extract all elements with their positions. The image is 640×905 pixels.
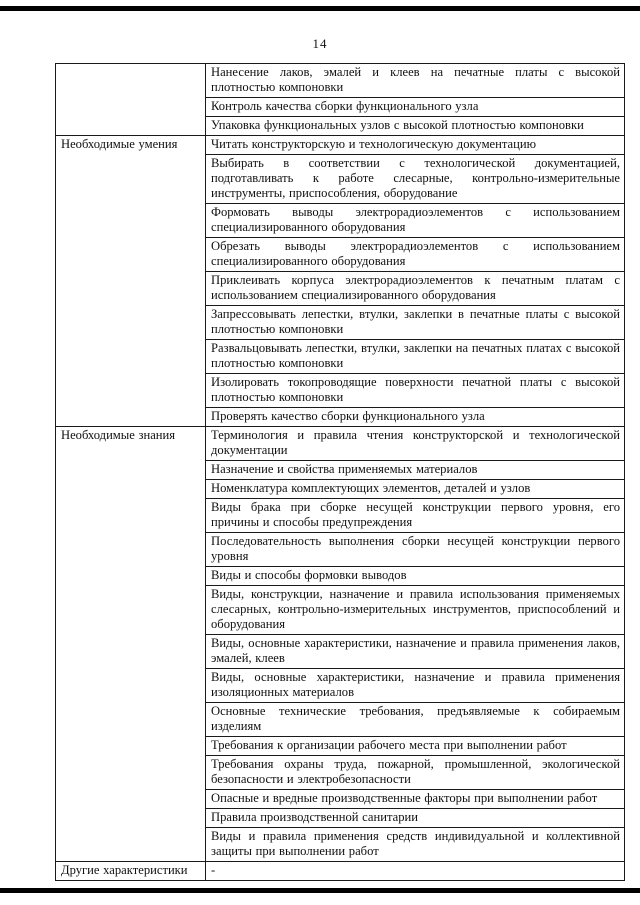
requirement-item: Проверять качество сборки функционального узла: [206, 408, 625, 427]
requirement-item: Требования к организации рабочего места при выполнении работ: [206, 737, 625, 756]
table-row: [56, 64, 625, 98]
table-row: [56, 427, 625, 461]
requirement-item: Терминология и правила чтения конструкторской и технологической документации: [206, 427, 625, 461]
requirement-item: Виды, основные характеристики, назначение и правила применения лаков, эмалей, клеев: [206, 635, 625, 669]
requirement-item: Последовательность выполнения сборки несущей конструкции первого уровня: [206, 533, 625, 567]
requirement-item: Назначение и свойства применяемых материалов: [206, 461, 625, 480]
requirement-item: Запрессовывать лепестки, втулки, заклепки в печатные платы с высокой плотностью компоновки: [206, 306, 625, 340]
requirement-item: Правила производственной санитарии: [206, 809, 625, 828]
requirement-item: Формовать выводы электрорадиоэлементов с использованием специализированного оборудования: [206, 204, 625, 238]
requirement-item: Нанесение лаков, эмалей и клеев на печатные платы с высокой плотностью компоновки: [206, 64, 625, 98]
requirement-item: Виды и способы формовки выводов: [206, 567, 625, 586]
requirement-item: Требования охраны труда, пожарной, промышленной, экологической безопасности и электробезопасности: [206, 756, 625, 790]
requirement-item: Основные технические требования, предъявляемые к собираемым изделиям: [206, 703, 625, 737]
spec-table-body: [56, 64, 625, 881]
requirement-item: Виды брака при сборке несущей конструкции первого уровня, его причины и способы предупреждения: [206, 499, 625, 533]
section-label: Необходимые знания: [56, 427, 206, 862]
requirement-item: Изолировать токопроводящие поверхности печатной платы с высокой плотностью компоновки: [206, 374, 625, 408]
scan-edge-bottom: [0, 888, 640, 893]
table-row: [56, 136, 625, 155]
requirement-item: Читать конструкторскую и технологическую документацию: [206, 136, 625, 155]
section-label: Другие характеристики: [56, 862, 206, 881]
requirement-item: -: [206, 862, 625, 881]
requirement-item: Виды, конструкции, назначение и правила использования применяемых слесарных, контрольно-измерительных инструментов, приспособлений и оборудования: [206, 586, 625, 635]
requirement-item: Развальцовывать лепестки, втулки, заклепки на печатных платах с высокой плотностью компоновки: [206, 340, 625, 374]
table-row: [56, 862, 625, 881]
requirement-item: Виды, основные характеристики, назначение и правила применения изоляционных материалов: [206, 669, 625, 703]
requirement-item: Номенклатура комплектующих элементов, деталей и узлов: [206, 480, 625, 499]
page-number: 14: [312, 36, 328, 51]
scan-edge-top: [0, 6, 640, 11]
requirement-item: Упаковка функциональных узлов с высокой плотностью компоновки: [206, 117, 625, 136]
section-label: [56, 64, 206, 136]
section-label: Необходимые умения: [56, 136, 206, 427]
requirement-item: Обрезать выводы электрорадиоэлементов с использованием специализированного оборудования: [206, 238, 625, 272]
professional-standard-table: [55, 63, 625, 881]
requirement-item: Виды и правила применения средств индивидуальной и коллективной защиты при выполнении работ: [206, 828, 625, 862]
requirement-item: Приклеивать корпуса электрорадиоэлементов к печатным платам с использованием специализированного оборудования: [206, 272, 625, 306]
requirement-item: Контроль качества сборки функционального узла: [206, 98, 625, 117]
requirement-item: Выбирать в соответствии с технологической документацией, подготавливать к работе слесарные, контрольно-измерительные инструменты, приспособления, оборудование: [206, 155, 625, 204]
requirement-item: Опасные и вредные производственные факторы при выполнении работ: [206, 790, 625, 809]
